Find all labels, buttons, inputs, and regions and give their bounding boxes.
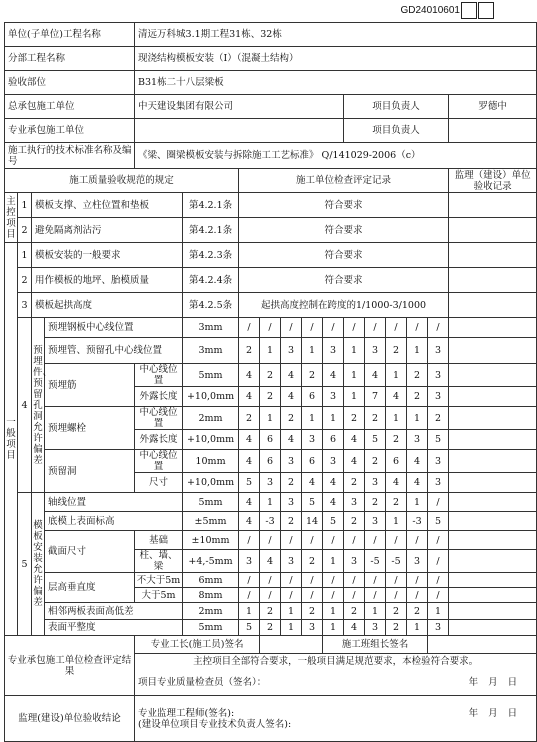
measure-item-name: 表面平整度 [45, 620, 183, 636]
measured-value: 1 [365, 603, 386, 620]
measure-sub-name: 中心线位置 [135, 364, 183, 387]
measured-value: 3 [428, 473, 449, 493]
measure-sub-name: 基础 [135, 531, 183, 550]
install-no: 5 [18, 493, 32, 636]
measured-value: / [344, 318, 365, 338]
tolerance: +10,0mm [183, 473, 239, 493]
measured-value: 3 [260, 473, 281, 493]
foreman-label: 专业工长(施工员)签名 [135, 636, 260, 654]
supervisor-conclusion-label: 监理(建设)单位验收结论 [5, 696, 135, 742]
contractor-record-header: 施工单位检查评定记录 [239, 169, 449, 193]
measured-value: 3 [281, 338, 302, 364]
main-item-result: 符合要求 [239, 193, 449, 218]
measured-value: 2 [407, 387, 428, 407]
measured-value: 1 [407, 338, 428, 364]
measure-sub-name: 不大于5m [135, 573, 183, 588]
embedded-label: 预埋件、预留孔洞允许偏差 [32, 318, 45, 493]
foreman-signature [260, 636, 323, 654]
inspection-form [4, 22, 537, 742]
measured-value: / [344, 573, 365, 588]
measured-value: 3 [281, 550, 302, 573]
measure-group-name: 预埋筋 [45, 364, 135, 407]
measured-value: 5 [239, 473, 260, 493]
measured-value: / [428, 573, 449, 588]
measured-value: 5 [302, 493, 323, 512]
measured-value: 1 [302, 338, 323, 364]
tolerance: 6mm [183, 573, 239, 588]
standard-label: 施工执行的技术标准名称及编号 [5, 143, 135, 169]
measured-value: 7 [365, 387, 386, 407]
measured-value: / [239, 318, 260, 338]
general-item-no: 2 [18, 268, 32, 293]
measured-value: 3 [428, 338, 449, 364]
measured-value: 4 [386, 473, 407, 493]
measured-value: 4 [239, 493, 260, 512]
measured-value: 1 [239, 603, 260, 620]
measure-group-name: 层高垂直度 [45, 573, 135, 603]
general-contractor-value: 中天建设集团有限公司 [135, 95, 344, 119]
main-item-clause: 第4.2.1条 [183, 193, 239, 218]
measured-value: / [323, 318, 344, 338]
sub-project-label: 分部工程名称 [5, 47, 135, 71]
code-box-1 [461, 2, 477, 19]
measured-value: 2 [281, 407, 302, 430]
measure-item-name: 底模上表面标高 [45, 512, 183, 531]
measured-value: 2 [386, 603, 407, 620]
measured-value: / [386, 318, 407, 338]
measured-value: / [344, 588, 365, 603]
measured-value: / [281, 588, 302, 603]
sub-project-value: 现浇结构模板安装（Ⅰ）（混凝土结构） [135, 47, 537, 71]
measured-value: 2 [365, 493, 386, 512]
main-control-label: 主控项目 [5, 193, 18, 243]
measured-value: / [239, 588, 260, 603]
measured-value: 1 [344, 364, 365, 387]
inspector-date: 年月日 [468, 676, 528, 688]
acceptance-part-label: 验收部位 [5, 71, 135, 95]
general-item-name: 用作模板的地坪、胎模质量 [32, 268, 183, 293]
team-leader-label: 施工班组长签名 [323, 636, 428, 654]
measured-value: / [260, 318, 281, 338]
measure-group-name: 预埋螺栓 [45, 407, 135, 450]
contractor-result-label: 专业承包施工单位检查评定结果 [5, 636, 135, 696]
measured-value: 6 [260, 450, 281, 473]
measured-value: / [365, 318, 386, 338]
measured-value: 2 [302, 364, 323, 387]
measured-value: 14 [302, 512, 323, 531]
measured-value: / [260, 573, 281, 588]
measured-value: 3 [323, 387, 344, 407]
measured-value: 2 [281, 473, 302, 493]
measured-value: / [302, 531, 323, 550]
main-item-clause: 第4.2.1条 [183, 218, 239, 243]
measured-value: 1 [407, 493, 428, 512]
measured-value: 2 [302, 603, 323, 620]
tolerance: ±10mm [183, 531, 239, 550]
supervisor-cell [449, 293, 537, 318]
measured-value: 4 [281, 430, 302, 450]
supervisor-date: 年月日 [468, 707, 528, 719]
measured-value: 4 [323, 493, 344, 512]
measured-value: 1 [386, 407, 407, 430]
measured-value: / [428, 550, 449, 573]
measured-value: / [407, 588, 428, 603]
measured-value: 3 [407, 430, 428, 450]
measured-value: 1 [323, 407, 344, 430]
measured-value: / [302, 588, 323, 603]
tolerance: 10mm [183, 450, 239, 473]
measured-value: 2 [386, 620, 407, 636]
measured-value: 3 [407, 550, 428, 573]
measured-value: 2 [386, 430, 407, 450]
general-item-no: 3 [18, 293, 32, 318]
measured-value: / [428, 531, 449, 550]
conclusion-text: 主控项目全部符合要求，一般项目满足规范要求，本检验符合要求。 [135, 654, 537, 670]
measured-value: 2 [407, 364, 428, 387]
tolerance: +10,0mm [183, 387, 239, 407]
measured-value: 2 [365, 407, 386, 430]
measured-value: / [365, 531, 386, 550]
measured-value: 4 [239, 430, 260, 450]
supervisor-sign-block [135, 696, 537, 742]
measured-value: -5 [365, 550, 386, 573]
spec-column-header: 施工质量验收规范的规定 [5, 169, 239, 193]
supervisor-cell [449, 493, 537, 512]
measured-value: 3 [302, 620, 323, 636]
general-item-result: 符合要求 [239, 243, 449, 268]
measured-value: 2 [239, 338, 260, 364]
measured-value: 2 [386, 338, 407, 364]
measured-value: 3 [428, 387, 449, 407]
measured-value: 4 [281, 387, 302, 407]
measured-value: / [323, 573, 344, 588]
embedded-no: 4 [18, 318, 32, 493]
measured-value: 4 [302, 473, 323, 493]
measure-sub-name: 柱、墙、梁 [135, 550, 183, 573]
measured-value: 2 [260, 364, 281, 387]
main-item-name: 避免隔离剂沾污 [32, 218, 183, 243]
supervisor-cell [449, 603, 537, 620]
measured-value: 2 [281, 512, 302, 531]
main-item-name: 模板支撑、立柱位置和垫板 [32, 193, 183, 218]
tolerance: +4,-5mm [183, 550, 239, 573]
supervisor-cell [449, 407, 537, 430]
measured-value: 4 [365, 364, 386, 387]
measured-value: / [281, 531, 302, 550]
measured-value: 4 [344, 620, 365, 636]
measured-value: / [239, 573, 260, 588]
supervisor-cell [449, 218, 537, 243]
measured-value: / [302, 573, 323, 588]
measured-value: / [407, 318, 428, 338]
measured-value: 1 [323, 550, 344, 573]
measured-value: 2 [302, 550, 323, 573]
supervisor-cell [449, 364, 537, 387]
measured-value: 3 [239, 550, 260, 573]
measured-value: 1 [386, 364, 407, 387]
measured-value: 4 [239, 450, 260, 473]
measured-value: 3 [302, 430, 323, 450]
form-code: GD24010601 [400, 5, 460, 16]
general-item-no: 1 [18, 243, 32, 268]
measure-item-name: 预埋钢板中心线位置 [45, 318, 183, 338]
measured-value: 2 [344, 473, 365, 493]
measured-value: 3 [281, 450, 302, 473]
measured-value: / [407, 573, 428, 588]
measured-value: 2 [365, 450, 386, 473]
general-contractor-label: 总承包施工单位 [5, 95, 135, 119]
measured-value: 3 [365, 473, 386, 493]
measure-sub-name: 尺寸 [135, 473, 183, 493]
measured-value: 3 [365, 512, 386, 531]
measure-sub-name: 中心线位置 [135, 450, 183, 473]
measured-value: 4 [323, 473, 344, 493]
measure-item-name: 轴线位置 [45, 493, 183, 512]
acceptance-part-value: B31栋二十八层梁板 [135, 71, 537, 95]
general-item-clause: 第4.2.4条 [183, 268, 239, 293]
measured-value: 6 [260, 430, 281, 450]
measured-value: 3 [344, 493, 365, 512]
unit-project-value: 清远万科城3.1期工程31栋、32栋 [135, 23, 537, 47]
measured-value: 4 [281, 364, 302, 387]
measured-value: -3 [260, 512, 281, 531]
measured-value: 4 [344, 430, 365, 450]
measured-value: 1 [407, 620, 428, 636]
tolerance: +10,0mm [183, 430, 239, 450]
measured-value: / [302, 318, 323, 338]
measured-value: 1 [323, 620, 344, 636]
inspector-label: 项目专业质量检查员（签名）： [138, 676, 267, 688]
measured-value: 5 [365, 430, 386, 450]
measured-value: 3 [281, 493, 302, 512]
general-items-label: 一般项目 [5, 243, 18, 636]
measured-value: 4 [407, 450, 428, 473]
main-item-result: 符合要求 [239, 218, 449, 243]
measured-value: 2 [386, 493, 407, 512]
measure-sub-name: 中心线位置 [135, 407, 183, 430]
measured-value: / [365, 573, 386, 588]
measured-value: 6 [386, 450, 407, 473]
measured-value: -5 [386, 550, 407, 573]
general-item-clause: 第4.2.3条 [183, 243, 239, 268]
general-item-result: 符合要求 [239, 268, 449, 293]
measured-value: 2 [344, 407, 365, 430]
measured-value: 5 [239, 620, 260, 636]
supervisor-cell [449, 450, 537, 473]
measure-item-name: 预埋管、预留孔中心线位置 [45, 338, 183, 364]
supervisor-cell [449, 550, 537, 573]
measured-value: 3 [428, 620, 449, 636]
supervisor-cell [449, 512, 537, 531]
measured-value: 6 [323, 430, 344, 450]
supervisor-cell [449, 531, 537, 550]
measured-value: / [407, 531, 428, 550]
measured-value: / [428, 588, 449, 603]
supervisor-cell [449, 387, 537, 407]
measured-value: / [428, 493, 449, 512]
measured-value: 2 [344, 603, 365, 620]
supervisor-sign-line2: (建设单位项目专业技术负责人签名): [138, 718, 292, 730]
main-item-no: 1 [18, 193, 32, 218]
measured-value: 4 [239, 387, 260, 407]
measured-value: 3 [428, 364, 449, 387]
tolerance: 3mm [183, 338, 239, 364]
measured-value: 3 [365, 338, 386, 364]
supervisor-cell [449, 268, 537, 293]
measured-value: 4 [239, 512, 260, 531]
unit-project-label: 单位(子单位)工程名称 [5, 23, 135, 47]
measure-group-name: 预留洞 [45, 450, 135, 493]
measured-value: 2 [260, 620, 281, 636]
measured-value: 5 [428, 430, 449, 450]
measured-value: 1 [344, 338, 365, 364]
measured-value: 1 [407, 407, 428, 430]
measured-value: 2 [260, 603, 281, 620]
measured-value: -3 [407, 512, 428, 531]
supervisor-cell [449, 243, 537, 268]
install-label: 模板安装允许偏差 [32, 493, 45, 636]
general-item-clause: 第4.2.5条 [183, 293, 239, 318]
measure-group-name: 截面尺寸 [45, 531, 135, 573]
supervisor-record-header: 监理（建设）单位验收记录 [449, 169, 537, 193]
form-code-row [401, 1, 495, 20]
general-item-name: 模板安装的一般要求 [32, 243, 183, 268]
measure-sub-name: 外露长度 [135, 430, 183, 450]
measured-value: / [281, 318, 302, 338]
measure-sub-name: 外露长度 [135, 387, 183, 407]
main-item-no: 2 [18, 218, 32, 243]
measured-value: 1 [281, 620, 302, 636]
measured-value: / [386, 573, 407, 588]
measured-value: 4 [344, 450, 365, 473]
measured-value: / [386, 588, 407, 603]
measured-value: 3 [365, 620, 386, 636]
measured-value: 1 [260, 407, 281, 430]
measured-value: 1 [344, 387, 365, 407]
tolerance: 5mm [183, 493, 239, 512]
measured-value: 1 [281, 603, 302, 620]
measured-value: 4 [323, 364, 344, 387]
specialty-manager-value [449, 119, 537, 143]
measure-sub-name: 大于5m [135, 588, 183, 603]
specialty-manager-label: 项目负责人 [344, 119, 449, 143]
team-leader-signature [428, 636, 537, 654]
measured-value: 6 [302, 387, 323, 407]
measured-value: 1 [302, 407, 323, 430]
measured-value: 3 [344, 550, 365, 573]
supervisor-cell [449, 473, 537, 493]
measured-value: / [239, 531, 260, 550]
measured-value: / [281, 573, 302, 588]
supervisor-cell [449, 338, 537, 364]
measured-value: 4 [407, 473, 428, 493]
measured-value: 2 [407, 603, 428, 620]
supervisor-sign-line1: 专业监理工程师(签名): [138, 707, 235, 719]
measured-value: 3 [428, 450, 449, 473]
supervisor-cell [449, 620, 537, 636]
specialty-contractor-label: 专业承包施工单位 [5, 119, 135, 143]
measured-value: / [386, 531, 407, 550]
measured-value: / [260, 588, 281, 603]
supervisor-cell [449, 588, 537, 603]
tolerance: 5mm [183, 620, 239, 636]
measured-value: 2 [428, 407, 449, 430]
measured-value: 4 [386, 387, 407, 407]
measured-value: 2 [344, 512, 365, 531]
measured-value: / [323, 531, 344, 550]
measured-value: / [365, 588, 386, 603]
measured-value: 1 [260, 338, 281, 364]
measured-value: / [260, 531, 281, 550]
supervisor-cell [449, 573, 537, 588]
measured-value: 2 [260, 387, 281, 407]
measured-value: 3 [323, 450, 344, 473]
tolerance: 2mm [183, 603, 239, 620]
measured-value: 1 [260, 493, 281, 512]
measured-value: 1 [386, 512, 407, 531]
tolerance: 5mm [183, 364, 239, 387]
measured-value: 4 [239, 364, 260, 387]
measured-value: 1 [428, 603, 449, 620]
measured-value: / [344, 531, 365, 550]
supervisor-cell [449, 318, 537, 338]
tolerance: 2mm [183, 407, 239, 430]
project-manager-label: 项目负责人 [344, 95, 449, 119]
specialty-contractor-value [135, 119, 344, 143]
measured-value: 5 [323, 512, 344, 531]
general-item-name: 模板起拱高度 [32, 293, 183, 318]
measured-value: 3 [323, 338, 344, 364]
standard-value: 《梁、圈梁模板安装与拆除施工工艺标准》 Q/141029-2006（c） [135, 143, 537, 169]
tolerance: ±5mm [183, 512, 239, 531]
measure-item-name: 相邻两板表面高低差 [45, 603, 183, 620]
measured-value: 5 [428, 512, 449, 531]
code-box-2 [478, 2, 494, 19]
measured-value: 4 [260, 550, 281, 573]
measured-value: / [428, 318, 449, 338]
supervisor-cell [449, 193, 537, 218]
supervisor-cell [449, 430, 537, 450]
measured-value: 2 [239, 407, 260, 430]
measured-value: / [323, 588, 344, 603]
tolerance: 3mm [183, 318, 239, 338]
general-item-result: 起拱高度控制在跨度的1/1000-3/1000 [239, 293, 449, 318]
tolerance: 8mm [183, 588, 239, 603]
inspector-line [135, 670, 537, 696]
measured-value: 6 [302, 450, 323, 473]
measured-value: 1 [323, 603, 344, 620]
project-manager-value: 罗德中 [449, 95, 537, 119]
